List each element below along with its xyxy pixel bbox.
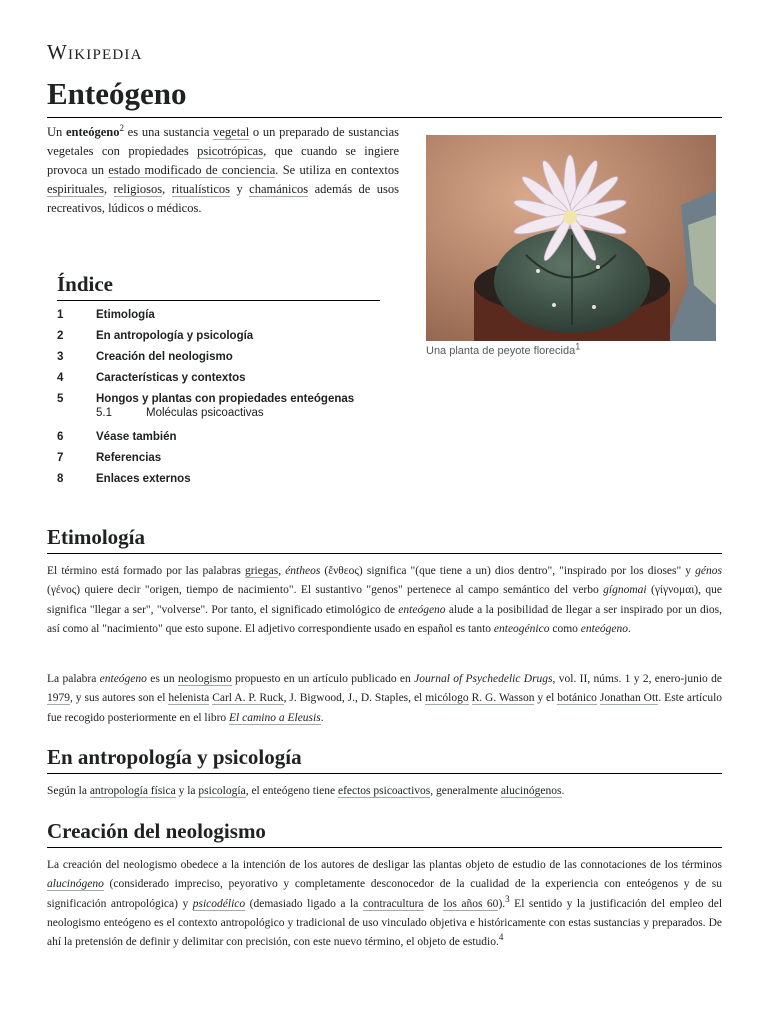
toc-item-vease[interactable]: 6 Véase también bbox=[57, 431, 177, 443]
link-griegas[interactable]: griegas bbox=[244, 565, 279, 577]
link-alucinogeno[interactable]: alucinógeno bbox=[47, 878, 104, 891]
figure-caption: Una planta de peyote florecida$^1$ bbox=[426, 341, 581, 357]
link-psicodelico[interactable]: psicodélico bbox=[192, 897, 246, 910]
link-estado-modificado[interactable]: estado modificado de conciencia bbox=[108, 163, 276, 177]
link-botanico[interactable]: botánico bbox=[557, 692, 597, 705]
footnote-3[interactable]: 3 bbox=[505, 893, 510, 904]
link-ruck[interactable]: Carl A. P. Ruck bbox=[212, 692, 284, 705]
page-title: Enteógeno bbox=[47, 76, 187, 111]
neologismo-paragraph: La creación del neologismo obedece a la intención de los autores de desligar las plantas objeto de estudio de las connotaciones de los términos alucinógeno (considerado impreciso, peyorativo y completamente desconocedor de la cualidad de la experiencia con enteógenos y de su significación antropológica) y psicodélico (demasiado ligado a la contracultura de los años 60).$^3$ El sentido y la justificación del empleo del neologismo enteógeno es el contexto antropológico y tradicional de uso vinculado objetiva e históricamente con estas sustancias y preparados. De ahí la pretensión de definir y delimitar con precisión, con este nuevo término, el objeto de estudio.$^4$ bbox=[47, 859, 723, 949]
wikipedia-wordmark[interactable]: Wikipedia bbox=[47, 40, 143, 64]
toc-subitem-moleculas[interactable]: 5.1 Moléculas psicoactivas bbox=[96, 407, 264, 419]
link-contracultura[interactable]: contracultura bbox=[362, 897, 424, 910]
link-alucinogenos[interactable]: alucinógenos bbox=[500, 785, 562, 797]
link-efectos-psicoactivos[interactable]: efectos psicoactivos bbox=[337, 785, 431, 797]
link-el-camino-a-eleusis[interactable]: El camino a Eleusis bbox=[229, 711, 321, 724]
toc-title: Índice bbox=[57, 272, 380, 301]
link-ott[interactable]: Jonathan Ott bbox=[599, 692, 659, 705]
link-espirituales[interactable]: espirituales bbox=[47, 182, 104, 196]
bold-term: enteógeno bbox=[66, 125, 120, 139]
peyote-figure bbox=[426, 135, 716, 357]
link-psicologia[interactable]: psicología bbox=[198, 785, 246, 797]
toc-item-enlaces[interactable]: 8 Enlaces externos bbox=[57, 473, 191, 485]
link-vegetal[interactable]: vegetal bbox=[213, 125, 250, 139]
toc-item-referencias[interactable]: 7 Referencias bbox=[57, 452, 162, 464]
peyote-illustration bbox=[426, 135, 716, 341]
link-wasson[interactable]: R. G. Wasson bbox=[471, 692, 535, 705]
link-religiosos[interactable]: religiosos bbox=[113, 182, 163, 196]
toc-item-caracteristicas[interactable]: 4 Características y contextos bbox=[57, 372, 246, 384]
title-divider bbox=[47, 117, 722, 118]
heading-neologismo: Creación del neologismo bbox=[47, 819, 722, 848]
intro-paragraph: Un enteógeno$^2$ es una sustancia vegetal o un preparado de sustancias vegetales con propiedades psicotrópicas, que cuando se ingiere provoca un estado modificado de conciencia. Se utiliza en contextos espirituales, religiosos, ritualísticos y chamánicos además de usos recreativos, lúdicos o médicos. bbox=[47, 122, 400, 215]
table-of-contents bbox=[57, 272, 380, 494]
link-helenista[interactable]: helenista bbox=[168, 692, 210, 705]
link-ritualisticos[interactable]: ritualísticos bbox=[171, 182, 231, 196]
link-anos-60[interactable]: los años 60 bbox=[443, 897, 499, 910]
toc-item-hongos[interactable]: 5 Hongos y plantas con propiedades enteógenas 5.1 Moléculas psicoactivas bbox=[57, 393, 355, 419]
peyote-photo[interactable] bbox=[426, 135, 716, 341]
link-neologismo[interactable]: neologismo bbox=[178, 673, 232, 685]
footnote-2[interactable]: 2 bbox=[119, 122, 124, 133]
link-antropologia-fisica[interactable]: antropología física bbox=[89, 785, 176, 797]
link-1979[interactable]: 1979 bbox=[47, 692, 70, 705]
footnote-4[interactable]: 4 bbox=[498, 932, 504, 943]
heading-antropologia: En antropología y psicología bbox=[47, 745, 722, 774]
toc-item-neologismo[interactable]: 3 Creación del neologismo bbox=[57, 351, 233, 363]
etimologia-paragraph-1: El término está formado por las palabras griegas, éntheos (ἔνθεος) significa "(que tiene a un) dios dentro", "inspirado por los dioses" y génos (γένος) quiere decir "origen, tiempo de nacimiento". El sustantivo "genos" pertenece al campo semántico del verbo gígnomai (γίγνομαι), que significa "llegar a ser", "volverse". Por tanto, el significado etimológico de enteógeno alude a la posibilidad de llegar a ser inspirado por un dios, así como al "nacimiento" que esto supone. El adjetivo correspondiente usado en español es tanto enteogénico como enteógeno. bbox=[47, 565, 722, 635]
toc-item-antropologia[interactable]: 2 En antropología y psicología bbox=[57, 330, 254, 342]
toc-item-etimologia[interactable]: 1 Etimología bbox=[57, 309, 155, 321]
link-micologo[interactable]: micólogo bbox=[425, 692, 469, 705]
link-chamanicos[interactable]: chamánicos bbox=[249, 182, 309, 196]
heading-etimologia: Etimología bbox=[47, 525, 722, 554]
etimologia-paragraph-2: La palabra enteógeno es un neologismo propuesto en un artículo publicado en Journal of Psychedelic Drugs, vol. II, núms. 1 y 2, enero-junio de 1979, y sus autores son el helenista Carl A. P. Ruck, J. Bigwood, J., D. Staples, el micólogo R. G. Wasson y el botánico Jonathan Ott. Este artículo fue recogido posteriormente en el libro El camino a Eleusis. bbox=[47, 673, 723, 724]
link-psicotropicas[interactable]: psicotrópicas bbox=[197, 144, 264, 158]
footnote-1[interactable]: 1 bbox=[575, 341, 581, 352]
antropologia-paragraph: Según la antropología física y la psicología, el enteógeno tiene efectos psicoactivos, generalmente alucinógenos. bbox=[47, 785, 565, 797]
toc-list bbox=[57, 309, 380, 494]
